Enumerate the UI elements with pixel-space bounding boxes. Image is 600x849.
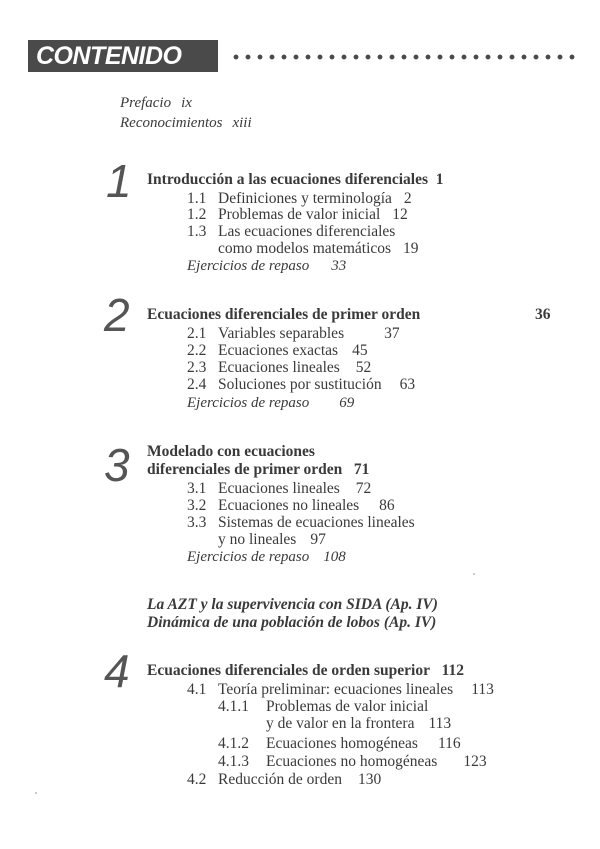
chapter-number: 1	[106, 155, 132, 207]
review-page: 108	[323, 549, 346, 565]
chapter-title-text: Ecuaciones diferenciales de orden superior	[147, 662, 430, 679]
section-title: Soluciones por sustitución	[218, 376, 382, 393]
section-3-3[interactable]	[187, 514, 415, 532]
section-page: 52	[355, 359, 372, 376]
front-matter-page: ix	[181, 95, 192, 111]
section-number: 2.2	[187, 342, 207, 359]
section-title: Reducción de orden	[218, 771, 342, 788]
section-1-3-continued[interactable]	[218, 240, 419, 258]
section-number: 4.2	[187, 771, 207, 788]
section-number: 1.3	[187, 223, 207, 240]
section-title: Teoría preliminar: ecuaciones lineales	[218, 681, 454, 698]
chapter-title-text: Modelado con ecuaciones	[147, 443, 315, 460]
section-title: Las ecuaciones diferenciales	[218, 223, 396, 240]
chapter-title-3-continued[interactable]	[147, 461, 369, 479]
section-number: 1.2	[187, 206, 207, 223]
section-number: 4.1.3	[218, 753, 249, 770]
section-title: Variables separables	[218, 325, 345, 342]
scan-speck	[473, 573, 475, 575]
section-4-2[interactable]	[187, 771, 381, 789]
review-exercises-3[interactable]	[187, 549, 346, 566]
section-number: 4.1.2	[218, 735, 249, 752]
section-page: 113	[471, 681, 494, 698]
section-page: 45	[352, 342, 368, 359]
section-title: y no lineales	[218, 531, 297, 548]
review-label: Ejercicios de repaso	[187, 258, 310, 274]
section-title: Ecuaciones lineales	[218, 480, 340, 497]
section-1-2[interactable]	[187, 206, 408, 224]
chapter-title-text: Ecuaciones diferenciales de primer orden	[147, 306, 421, 323]
front-matter-label: Reconocimientos	[120, 115, 223, 131]
section-page: 37	[384, 325, 400, 342]
section-title: Ecuaciones no lineales	[218, 497, 360, 514]
chapter-page: 112	[441, 662, 465, 679]
chapter-page: 36	[535, 306, 551, 323]
section-title: Sistemas de ecuaciones lineales	[218, 514, 415, 531]
section-number: 3.2	[187, 497, 207, 514]
section-page: 97	[310, 531, 326, 548]
section-2-1[interactable]	[187, 325, 400, 343]
application-wolf-population[interactable]: Dinámica de una población de lobos (Ap. IV)	[147, 614, 437, 631]
section-number: 4.1.1	[218, 698, 249, 715]
front-matter-reconocimientos[interactable]	[120, 115, 252, 132]
section-4-1-3[interactable]	[218, 753, 487, 771]
section-title: Problemas de valor inicial	[218, 206, 381, 223]
section-page: 113	[428, 715, 452, 732]
section-title: Ecuaciones homogéneas	[266, 735, 418, 752]
chapter-title-text: Introducción a las ecuaciones diferenciales	[147, 171, 428, 188]
section-page: 86	[379, 497, 395, 514]
section-number: 4.1	[187, 681, 207, 698]
chapter-page: 1	[435, 171, 444, 188]
section-number: 1.1	[187, 190, 207, 207]
section-page: 2	[403, 190, 412, 207]
chapter-title-2[interactable]	[147, 306, 420, 324]
front-matter-page: xiii	[232, 115, 252, 131]
dotted-rule	[230, 54, 575, 60]
chapter-title-1[interactable]	[147, 171, 444, 189]
section-2-3[interactable]	[187, 359, 371, 377]
section-3-3-continued[interactable]	[218, 531, 326, 549]
section-page: 72	[355, 480, 372, 497]
section-4-1-1[interactable]	[218, 698, 428, 716]
chapter-title-3[interactable]	[147, 443, 315, 461]
section-4-1-2[interactable]	[218, 735, 461, 753]
section-number: 3.3	[187, 514, 207, 531]
section-2-4[interactable]	[187, 376, 415, 394]
section-title: Ecuaciones exactas	[218, 342, 339, 359]
section-page: 123	[463, 753, 487, 770]
section-title: Problemas de valor inicial	[266, 698, 429, 715]
section-4-1[interactable]	[187, 681, 494, 699]
section-2-2[interactable]	[187, 342, 368, 360]
review-page: 33	[331, 258, 347, 274]
section-page: 130	[357, 771, 382, 788]
section-3-1[interactable]	[187, 480, 371, 498]
front-matter-label: Prefacio	[120, 95, 172, 111]
section-3-2[interactable]	[187, 497, 395, 515]
section-number: 2.1	[187, 325, 207, 342]
front-matter-prefacio[interactable]	[120, 95, 192, 112]
chapter-number: 3	[104, 439, 130, 491]
section-number: 2.3	[187, 359, 207, 376]
chapter-number: 4	[104, 645, 130, 697]
toc-header-banner: CONTENIDO	[28, 40, 218, 72]
section-page: 116	[437, 735, 461, 752]
section-title: y de valor en la frontera	[266, 715, 415, 732]
section-title: Ecuaciones lineales	[218, 359, 340, 376]
section-title: Ecuaciones no homogéneas	[266, 753, 438, 770]
chapter-title-4[interactable]	[147, 662, 464, 680]
scan-speck	[35, 792, 37, 794]
section-1-3[interactable]	[187, 223, 395, 241]
section-number: 3.1	[187, 480, 207, 497]
review-exercises-1[interactable]	[187, 258, 346, 275]
chapter-number: 2	[104, 289, 130, 341]
section-title: Definiciones y terminología	[218, 190, 392, 207]
section-number: 2.4	[187, 376, 207, 393]
review-exercises-2[interactable]	[187, 395, 354, 412]
application-azt-sida[interactable]: La AZT y la supervivencia con SIDA (Ap. IV)	[147, 596, 438, 613]
section-page: 12	[392, 206, 408, 223]
chapter-page: 71	[353, 461, 370, 478]
review-label: Ejercicios de repaso	[187, 395, 310, 411]
section-4-1-1-continued[interactable]	[266, 715, 451, 733]
review-page: 69	[339, 395, 355, 411]
chapter-title-text: diferenciales de primer orden	[147, 461, 343, 478]
review-label: Ejercicios de repaso	[187, 549, 310, 565]
section-page: 19	[403, 240, 419, 257]
section-page: 63	[399, 376, 416, 393]
section-title: como modelos matemáticos	[218, 240, 392, 257]
